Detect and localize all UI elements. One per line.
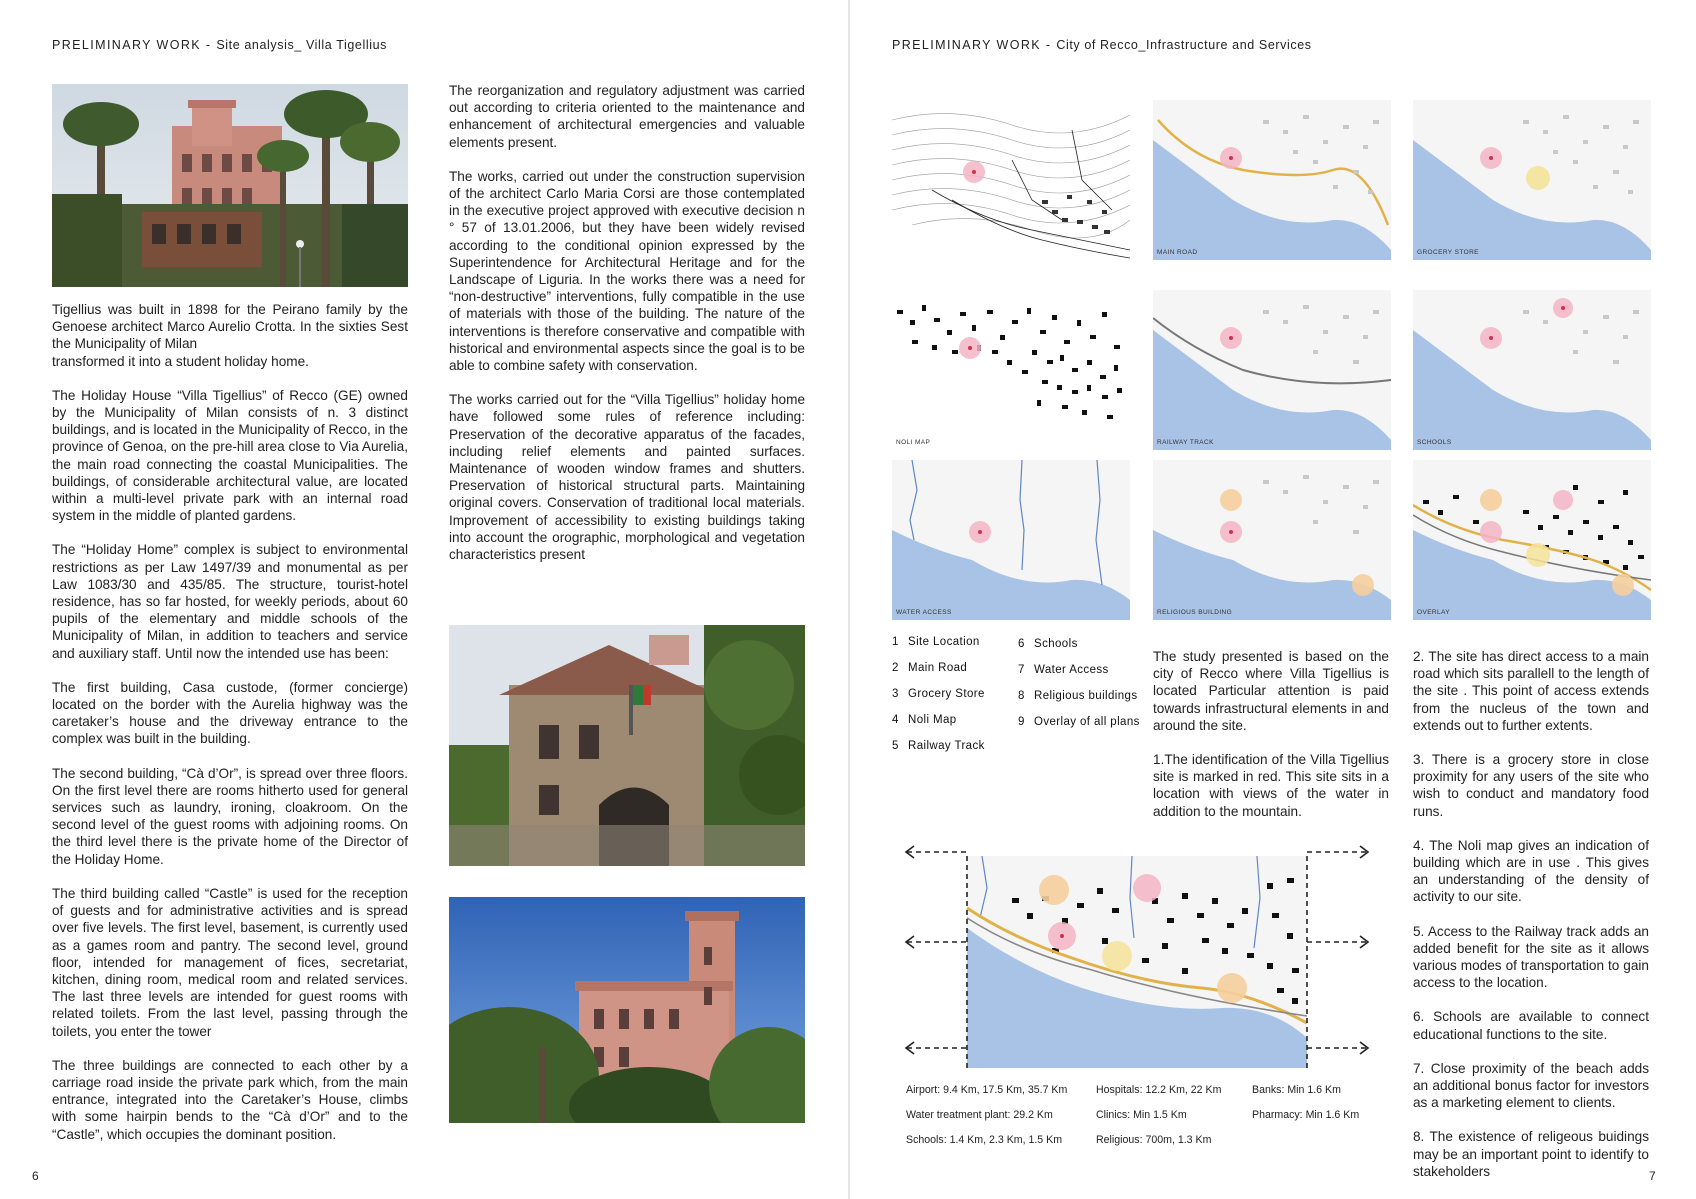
legend-list-left xyxy=(892,636,985,766)
map-label: MAIN ROAD xyxy=(1157,249,1198,256)
map-schools xyxy=(1413,290,1651,450)
header-title: PRELIMINARY WORK - xyxy=(892,38,1057,52)
distances-column-3 xyxy=(1252,1084,1359,1134)
right-page xyxy=(850,0,1696,1199)
paragraph: Tigellius was built in 1898 for the Peirano family by the Genoese architect Marco Aurelio Crotta. In the sixties Sest the Municipality of Milan xyxy=(52,302,408,352)
paragraph: 5. Access to the Railway track adds an added benefit for the site as it allows various modes of transportation to gain access to the location. xyxy=(1413,923,1649,991)
paragraph: The three buildings are connected to each other by a carriage road inside the private park which, from the main entrance, integrated into the Caretaker’s House, climbs with some hairpin bends to the “Cà d’Or” and to the “Castle”, which occupies the dominant position. xyxy=(52,1057,408,1142)
paragraph: The works carried out for the “Villa Tigellius” holiday home have followed some rules of reference including: Preservation of the decorative apparatus of the facades, including relief elements and painted surfaces. Maintenance of wooden window frames and shutters. Preservation of historical structural parts. Maintaining original covers. Conservation of traditional local materials. Improvement of accessibility to existing buildings taking into account the orographic, morphological and vegetation characteristics present xyxy=(449,392,805,563)
right-text-column-2 xyxy=(1413,648,1649,1197)
map-noli xyxy=(892,290,1130,450)
distance-item: Clinics: Min 1.5 Km xyxy=(1096,1109,1187,1121)
legend-item: 7 Water Access xyxy=(1018,664,1109,676)
legend-list-right xyxy=(1018,638,1140,742)
paragraph: 7. Close proximity of the beach adds an additional bonus factor for investors as a marketing element to clients. xyxy=(1413,1060,1649,1111)
map-site-location xyxy=(892,100,1130,260)
legend-item: 6 Schools xyxy=(1018,638,1078,650)
distance-item: Airport: 9.4 Km, 17.5 Km, 35.7 Km xyxy=(906,1084,1068,1096)
page-number: 7 xyxy=(1649,1169,1656,1183)
paragraph: The reorganization and regulatory adjustment was carried out according to criteria oriented to the maintenance and enhancement of architectural emergencies and valuable elements present. xyxy=(449,83,805,150)
right-text-column-1 xyxy=(1153,648,1389,837)
castle-photo xyxy=(449,897,805,1123)
map-main-road xyxy=(1153,100,1391,260)
paragraph: 4. The Noli map gives an indication of building which are in use . This gives an understanding of the density of activity to our site. xyxy=(1413,837,1649,905)
legend-item: 2 Main Road xyxy=(892,662,968,674)
caretaker-house-photo xyxy=(449,625,805,866)
paragraph: 1.The identification of the Villa Tigellius site is marked in red. This site sits in a location with views of the water in addition to the mountain. xyxy=(1153,752,1389,819)
distance-item: Schools: 1.4 Km, 2.3 Km, 1.5 Km xyxy=(906,1134,1063,1146)
paragraph: 3. There is a grocery store in close proximity for any users of the site who wish to conduct and mandatory food runs. xyxy=(1413,752,1649,819)
paragraph: 2. The site has direct access to a main road which sits parallell to the length of the site . This point of access extends from the nucleus of the town and extends out to further extents. xyxy=(1413,649,1649,733)
legend-item: 5 Railway Track xyxy=(892,740,985,752)
legend-item: 9 Overlay of all plans xyxy=(1018,716,1140,728)
right-page-header xyxy=(892,38,1312,52)
map-railway-track xyxy=(1153,290,1391,450)
map-label: WATER ACCESS xyxy=(896,609,952,616)
legend-item: 8 Religious buildings xyxy=(1018,690,1138,702)
map-label: OVERLAY xyxy=(1417,609,1451,616)
map-label: RAILWAY TRACK xyxy=(1157,439,1214,446)
paragraph: The study presented is based on the city of Recco where Villa Tigellius is located Particular attention is paid towards infrastructural elements in and around the site. xyxy=(1153,649,1389,733)
paragraph: The first building, Casa custode, (former concierge) located on the border with the Aurelia highway was the caretaker’s house and the driveway entrance to the complex was built in the building. xyxy=(52,679,408,747)
header-subtitle: Site analysis_ Villa Tigellius xyxy=(216,38,387,52)
map-label: GROCERY STORE xyxy=(1417,249,1479,256)
page-number: 6 xyxy=(32,1169,39,1183)
distance-item: Pharmacy: Min 1.6 Km xyxy=(1252,1109,1360,1121)
site-overlay-diagram xyxy=(902,838,1372,1068)
paragraph: The third building called “Castle” is used for the reception of guests and for administrative activities and is spread over five levels. The first level, basement, is currently used as a games room and pantry. The second level, ground floor, intended for management of fices, secretariat, kitchen, dining room, medical room and related services. The last three levels are intended for guest rooms with related toilets. From the last level, passing through the toilets, you enter the tower xyxy=(52,885,408,1039)
paragraph: 6. Schools are available to connect educational functions to the site. xyxy=(1413,1009,1649,1042)
distance-item: Banks: Min 1.6 Km xyxy=(1252,1084,1341,1096)
map-grocery-store xyxy=(1413,100,1651,260)
villa-palms-photo xyxy=(52,84,408,287)
paragraph: The “Holiday Home” complex is subject to environmental restrictions as per Law 1497/39 and monumental as per Law 1083/30 and 435/85. The structure, tourist-hotel residence, has so far hosted, for weekly periods, about 60 pupils of the elementary and middle schools of the Municipality of Milan, in addition to teachers and service and auxiliary staff. Until now the intended use has been: xyxy=(52,542,408,661)
distances-column-1 xyxy=(906,1084,1067,1159)
map-religious-building xyxy=(1153,460,1391,620)
distance-item: Water treatment plant: 29.2 Km xyxy=(906,1109,1053,1121)
paragraph: The Holiday House “Villa Tigellius” of Recco (GE) owned by the Municipality of Milan consists of n. 3 distinct buildings, and is located in the Municipality of Recco, in the province of Genoa, on the pre-hill area close to Via Aurelia, the main road connecting the coastal Municipalities. The buildings, of considerable architectural value, are located within a multi-level private park with an internal road system in the middle of planted gardens. xyxy=(52,387,408,524)
paragraph: The second building, “Cà d’Or”, is spread over three floors. On the first level there are rooms hitherto used for general services such as laundry, ironing, cloakroom. On the second level of the guest rooms with adjoining rooms. On the third level there is the private home of the Director of the Holiday Home. xyxy=(52,765,408,867)
header-title: PRELIMINARY WORK - xyxy=(52,38,217,52)
map-label: SCHOOLS xyxy=(1417,439,1452,446)
map-water-access xyxy=(892,460,1130,620)
distance-item: Hospitals: 12.2 Km, 22 Km xyxy=(1096,1084,1222,1096)
distance-item: Religious: 700m, 1.3 Km xyxy=(1096,1134,1212,1146)
left-column-1-text xyxy=(52,301,408,1160)
map-overlay xyxy=(1413,460,1651,620)
paragraph: The works, carried out under the construction supervision of the architect Carlo Maria Corsi are those contemplated in the executive project approved with executive decision n ° 57 of 13.01.2006, but they have been widely revised according to the conditional opinion expressed by the Superintendence for Architectural Heritage and for the Landscape of Liguria. In the works there was a need for “non-destructive” interventions, fully compatible in the use of materials with those of the building. The nature of the interventions is therefore conservative and compatible with historical and environmental aspects since the goal is to be able to combine safety with conservation. xyxy=(449,168,805,374)
paragraph: transformed it into a student holiday home. xyxy=(52,353,309,369)
left-column-2-text xyxy=(449,82,805,580)
header-subtitle: City of Recco_Infrastructure and Services xyxy=(1056,38,1312,52)
legend-item: 4 Noli Map xyxy=(892,714,957,726)
map-label: RELIGIOUS BUILDING xyxy=(1157,609,1233,616)
legend-item: 3 Grocery Store xyxy=(892,688,985,700)
distances-column-2 xyxy=(1096,1084,1221,1159)
legend-item: 1 Site Location xyxy=(892,636,980,648)
map-label: NOLI MAP xyxy=(896,439,931,446)
left-page-header xyxy=(52,38,387,52)
paragraph: 8. The existence of religeous buidings may be an important point to identify to stakeholders xyxy=(1413,1129,1649,1179)
